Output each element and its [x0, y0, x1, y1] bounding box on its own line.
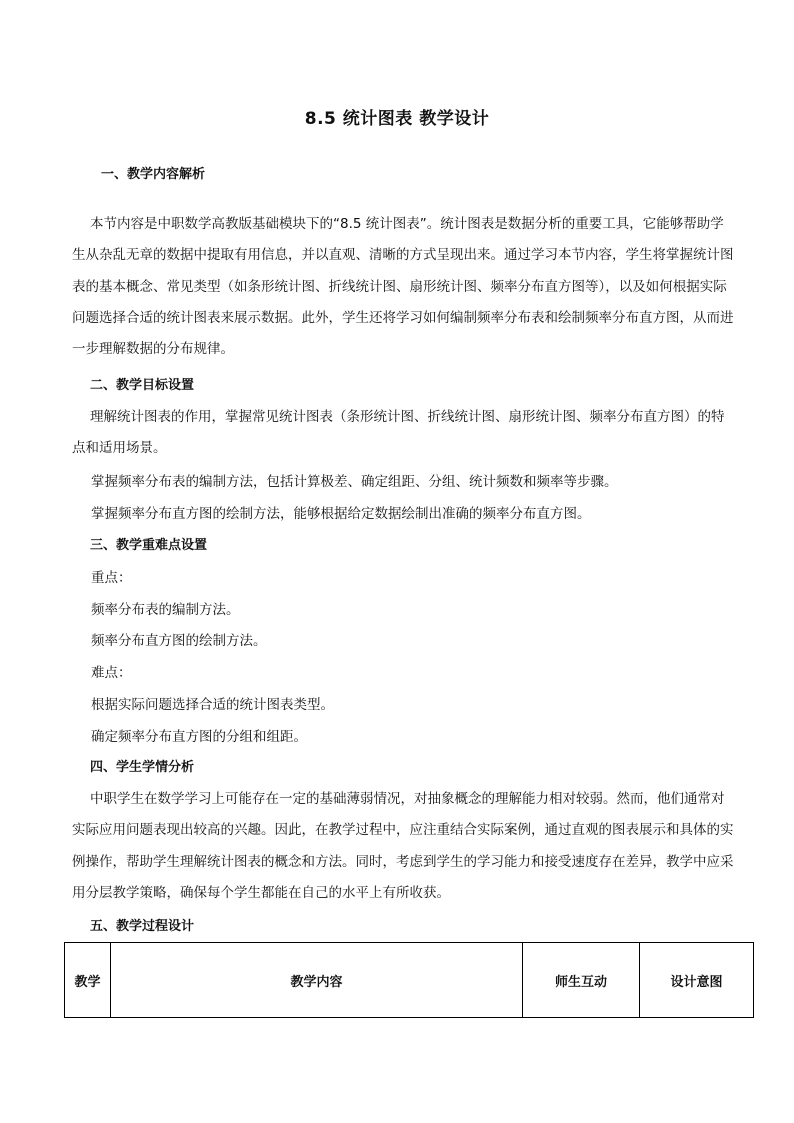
key-point-item: 频率分布表的编制方法。: [91, 602, 240, 618]
section-heading-content-analysis: 一、教学内容解析: [101, 167, 206, 182]
table-header-cell: 教学内容: [111, 943, 523, 1018]
table-header-row: [65, 943, 754, 1018]
goal-item: 掌握频率分布直方图的绘制方法，能够根据给定数据绘制出准确的频率分布直方图。: [91, 506, 591, 522]
content-analysis-paragraph: 本节内容是中职数学高教版基础模块下的“8.5 统计图表”。统计图表是数据分析的重要工具，它能够帮助学生从杂乱无章的数据中提取有用信息，并以直观、清晰的方式呈现出来。通过学习本节内容，学生将掌握统计图表的基本概念、常见类型（如条形统计图、折线统计图、扇形统计图、频率分布直方图等），以及如何根据实际问题选择合适的统计图表来展示数据。此外，学生还将学习如何编制频率分布表和绘制频率分布直方图，从而进一步理解数据的分布规律。: [72, 216, 734, 358]
key-points-label: 重点：: [91, 570, 132, 586]
difficulty-item: 确定频率分布直方图的分组和组距。: [91, 729, 307, 745]
key-point-item: 频率分布直方图的绘制方法。: [91, 633, 267, 649]
goal-item: 掌握频率分布表的编制方法，包括计算极差、确定组距、分组、统计频数和频率等步骤。: [91, 474, 618, 490]
goal-item: 理解统计图表的作用，掌握常见统计图表（条形统计图、折线统计图、扇形统计图、频率分布直方图）的特点和适用场景。: [72, 409, 725, 457]
document-title: 8.5 统计图表 教学设计: [304, 109, 490, 129]
difficulty-item: 根据实际问题选择合适的统计图表类型。: [91, 697, 334, 713]
table-header-cell: 教学: [65, 943, 111, 1018]
section-heading-student-analysis: 四、学生学情分析: [90, 760, 195, 775]
section-heading-key-points: 三、教学重难点设置: [90, 538, 208, 553]
table-header-cell: 师生互动: [523, 943, 640, 1018]
section-heading-process-design: 五、教学过程设计: [90, 919, 195, 934]
process-design-table: [64, 942, 754, 1018]
section-heading-goals: 二、教学目标设置: [90, 378, 195, 393]
difficulties-label: 难点：: [91, 665, 132, 681]
student-analysis-paragraph: 中职学生在数学学习上可能存在一定的基础薄弱情况，对抽象概念的理解能力相对较弱。然而，他们通常对实际应用问题表现出较高的兴趣。因此，在教学过程中，应注重结合实际案例，通过直观的图表展示和具体的实例操作，帮助学生理解统计图表的概念和方法。同时，考虑到学生的学习能力和接受速度存在差异，教学中应采用分层教学策略，确保每个学生都能在自己的水平上有所收获。: [72, 791, 734, 901]
table-header-cell: 设计意图: [640, 943, 754, 1018]
